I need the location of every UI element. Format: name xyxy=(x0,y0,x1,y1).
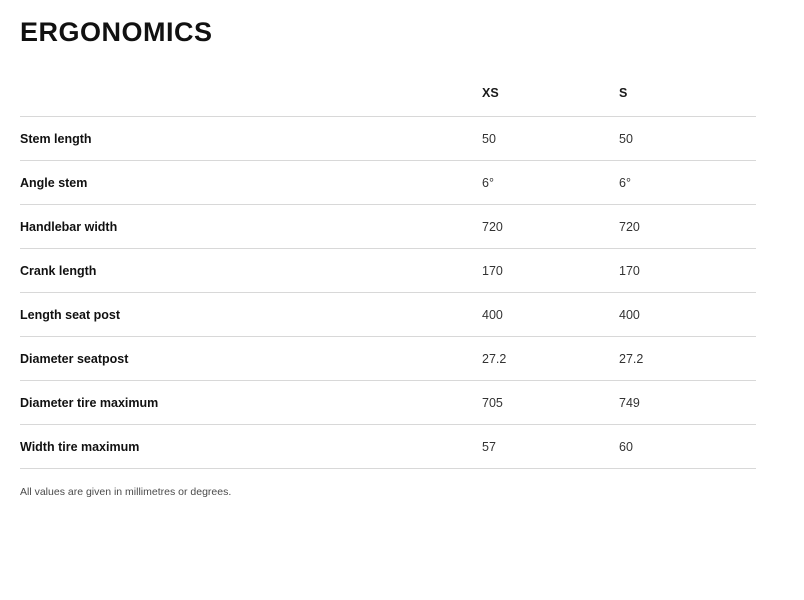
cell-angle-stem-xs: 6° xyxy=(482,160,619,204)
cell-length-seat-post-s: 400 xyxy=(619,292,756,336)
cell-diameter-seatpost-s: 27.2 xyxy=(619,336,756,380)
ergonomics-table xyxy=(20,86,756,469)
table-body xyxy=(20,116,756,468)
cell-handlebar-width-s: 720 xyxy=(619,204,756,248)
column-header-s: S xyxy=(619,86,756,117)
cell-diameter-tire-maximum-xs: 705 xyxy=(482,380,619,424)
table-row xyxy=(20,292,756,336)
column-header-spec xyxy=(20,86,482,117)
cell-width-tire-maximum-s: 60 xyxy=(619,424,756,468)
row-label-crank-length: Crank length xyxy=(20,248,482,292)
cell-length-seat-post-xs: 400 xyxy=(482,292,619,336)
cell-crank-length-xs: 170 xyxy=(482,248,619,292)
table-row xyxy=(20,380,756,424)
cell-angle-stem-s: 6° xyxy=(619,160,756,204)
row-label-diameter-tire-maximum: Diameter tire maximum xyxy=(20,380,482,424)
cell-diameter-seatpost-xs: 27.2 xyxy=(482,336,619,380)
row-label-angle-stem: Angle stem xyxy=(20,160,482,204)
row-label-length-seat-post: Length seat post xyxy=(20,292,482,336)
table-row xyxy=(20,424,756,468)
row-label-stem-length: Stem length xyxy=(20,116,482,160)
row-label-diameter-seatpost: Diameter seatpost xyxy=(20,336,482,380)
cell-stem-length-s: 50 xyxy=(619,116,756,160)
row-label-handlebar-width: Handlebar width xyxy=(20,204,482,248)
table-row xyxy=(20,248,756,292)
cell-crank-length-s: 170 xyxy=(619,248,756,292)
table-row xyxy=(20,160,756,204)
table-row xyxy=(20,204,756,248)
table-header xyxy=(20,86,756,117)
row-label-width-tire-maximum: Width tire maximum xyxy=(20,424,482,468)
cell-width-tire-maximum-xs: 57 xyxy=(482,424,619,468)
table-header-row xyxy=(20,86,756,117)
column-header-xs: XS xyxy=(482,86,619,117)
cell-stem-length-xs: 50 xyxy=(482,116,619,160)
cell-handlebar-width-xs: 720 xyxy=(482,204,619,248)
table-row xyxy=(20,336,756,380)
table-row xyxy=(20,116,756,160)
page-title: ERGONOMICS xyxy=(20,17,213,47)
cell-diameter-tire-maximum-s: 749 xyxy=(619,380,756,424)
table-footnote: All values are given in millimetres or degrees. xyxy=(20,485,232,498)
